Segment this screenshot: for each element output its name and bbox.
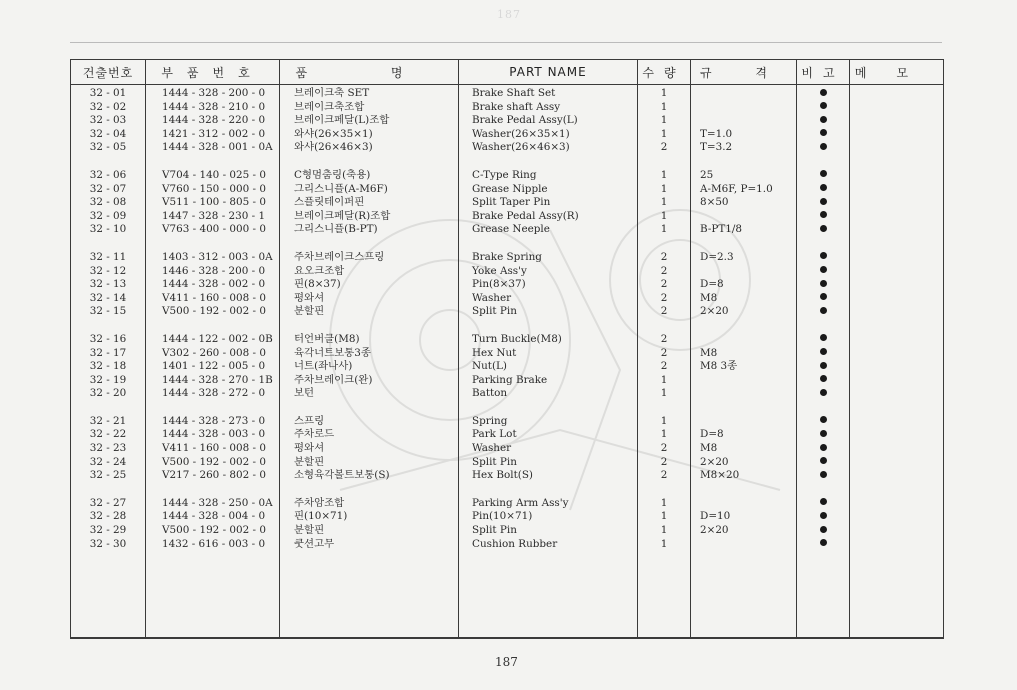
note-bullet: [797, 251, 849, 265]
group-spacer: [638, 155, 690, 169]
bullet-icon: [820, 89, 827, 96]
note-bullet: [797, 538, 849, 552]
note-bullet: [797, 415, 849, 429]
group-spacer: [280, 483, 458, 497]
note-bullet: [797, 387, 849, 401]
note-bullet: [797, 360, 849, 374]
cell-part-no: V217 - 260 - 802 - 0: [162, 469, 266, 482]
bullet-icon: [820, 444, 827, 451]
cell-spec: D=8: [700, 278, 724, 291]
cell-qty: 1: [660, 414, 668, 427]
table-body-row: [71, 85, 944, 639]
cell-part-no: V500 - 192 - 002 - 0: [162, 305, 266, 318]
cell-part-no: V511 - 100 - 805 - 0: [162, 196, 266, 209]
cell-name-kr: 요오크조합: [294, 264, 345, 277]
cell-spec: T=1.0: [700, 127, 733, 140]
group-spacer: [71, 237, 145, 251]
column-name-korean: [280, 85, 459, 639]
cell-part-name: Brake Pedal Assy(R): [472, 209, 579, 222]
cell-name-kr: 주차브레이크(완): [294, 373, 373, 386]
cell-no: 32 - 14: [89, 291, 127, 304]
cell-qty: 2: [660, 141, 668, 154]
cell-qty: 2: [660, 278, 668, 291]
group-spacer: [280, 237, 458, 251]
cell-name-kr: 그리스니플(B-PT): [294, 223, 378, 236]
cell-qty: 1: [660, 127, 668, 140]
cell-part-name: Hex Nut: [472, 346, 517, 359]
group-spacer: [71, 319, 145, 333]
cell-qty: 1: [660, 209, 668, 222]
bullet-icon: [820, 539, 827, 546]
column-number: [71, 85, 146, 639]
bullet-icon: [820, 430, 827, 437]
cell-part-no: 1444 - 328 - 220 - 0: [162, 114, 266, 127]
group-spacer: [146, 483, 279, 497]
cell-no: 32 - 28: [89, 510, 127, 523]
cell-no: 32 - 03: [89, 114, 127, 127]
bullet-icon: [820, 102, 827, 109]
cell-name-kr: 터언버클(M8): [294, 332, 360, 345]
cell-part-name: Parking Arm Ass'y: [472, 496, 569, 509]
note-bullet: [797, 305, 849, 319]
cell-part-no: V500 - 192 - 002 - 0: [162, 455, 266, 468]
bullet-icon: [820, 512, 827, 519]
cell-qty: 2: [660, 469, 668, 482]
cell-spec: 25: [700, 168, 714, 181]
note-bullet: [797, 128, 849, 142]
cell-spec: M8: [700, 291, 718, 304]
cell-spec: [691, 114, 796, 128]
cell-no: 32 - 23: [89, 442, 127, 455]
group-spacer: [691, 483, 796, 497]
group-spacer: [691, 319, 796, 333]
cell-name-kr: 쿳션고무: [294, 537, 335, 550]
cell-no: 32 - 29: [89, 524, 127, 537]
cell-spec: 2×20: [700, 305, 729, 318]
note-bullet: [797, 374, 849, 388]
cell-name-kr: 브레이크페달(L)조합: [294, 114, 390, 127]
cell-name-kr: 보턴: [294, 387, 315, 400]
note-bullet: [797, 196, 849, 210]
cell-spec: [691, 210, 796, 224]
cell-no: 32 - 12: [89, 264, 127, 277]
column-quantity: [638, 85, 691, 639]
cell-no: 32 - 27: [89, 496, 127, 509]
cell-qty: 1: [660, 537, 668, 550]
header-name-korean: 품 명: [280, 60, 459, 85]
group-spacer: [146, 155, 279, 169]
cell-qty: 1: [660, 496, 668, 509]
cell-qty: 1: [660, 182, 668, 195]
cell-name-kr: 분할핀: [294, 455, 325, 468]
cell-no: 32 - 09: [89, 209, 127, 222]
cell-part-no: 1444 - 328 - 250 - 0A: [162, 496, 273, 509]
cell-spec: [691, 415, 796, 429]
parts-table: [70, 59, 944, 639]
bullet-icon: [820, 198, 827, 205]
note-bullet: [797, 292, 849, 306]
bullet-icon: [820, 457, 827, 464]
cell-spec: 2×20: [700, 524, 729, 537]
cell-spec: [691, 387, 796, 401]
group-spacer: [797, 319, 849, 333]
cell-qty: 2: [660, 332, 668, 345]
header-part-name: PART NAME: [459, 60, 638, 85]
page-number: 187: [495, 655, 518, 669]
note-bullet: [797, 278, 849, 292]
cell-no: 32 - 02: [89, 100, 127, 113]
cell-part-name: Batton: [472, 387, 508, 400]
cell-qty: 1: [660, 373, 668, 386]
cell-part-no: V411 - 160 - 008 - 0: [162, 442, 266, 455]
cell-part-no: 1421 - 312 - 002 - 0: [162, 127, 266, 140]
cell-part-name: Washer: [472, 442, 512, 455]
cell-name-kr: 평와셔: [294, 442, 325, 455]
group-spacer: [638, 483, 690, 497]
group-spacer: [459, 401, 637, 415]
cell-part-no: 1444 - 328 - 200 - 0: [162, 87, 266, 99]
cell-spec: B-PT1/8: [700, 223, 742, 236]
cell-no: 32 - 07: [89, 182, 127, 195]
note-bullet: [797, 456, 849, 470]
cell-qty: 2: [660, 360, 668, 373]
note-bullet: [797, 101, 849, 115]
header-quantity: 수량: [638, 60, 691, 85]
ghost-page-number: 187: [497, 8, 521, 21]
cell-spec: M8: [700, 346, 718, 359]
note-bullet: [797, 183, 849, 197]
group-spacer: [71, 155, 145, 169]
cell-part-no: 1447 - 328 - 230 - 1: [162, 209, 266, 222]
cell-part-name: Pin(8×37): [472, 278, 526, 291]
group-spacer: [459, 237, 637, 251]
cell-spec: M8: [700, 442, 718, 455]
cell-no: 32 - 25: [89, 469, 127, 482]
note-bullet: [797, 141, 849, 155]
cell-part-no: V302 - 260 - 008 - 0: [162, 346, 266, 359]
column-memo: [850, 85, 944, 639]
cell-part-no: V763 - 400 - 000 - 0: [162, 223, 266, 236]
note-bullet: [797, 223, 849, 237]
group-spacer: [691, 155, 796, 169]
cell-part-name: Grease Neeple: [472, 223, 550, 236]
group-spacer: [71, 401, 145, 415]
cell-spec: [691, 265, 796, 279]
cell-spec: 8×50: [700, 196, 729, 209]
note-bullet: [797, 497, 849, 511]
note-bullet: [797, 442, 849, 456]
cell-spec: [691, 333, 796, 347]
bullet-icon: [820, 362, 827, 369]
cell-qty: 2: [660, 291, 668, 304]
group-spacer: [797, 401, 849, 415]
cell-spec: [691, 374, 796, 388]
cell-qty: 1: [660, 387, 668, 400]
cell-no: 32 - 30: [89, 537, 127, 550]
cell-name-kr: 육각너트보통3종: [294, 346, 371, 359]
note-bullet: [797, 428, 849, 442]
cell-part-name: Parking Brake: [472, 373, 548, 386]
header-memo: 메모: [850, 60, 944, 85]
bullet-icon: [820, 375, 827, 382]
cell-name-kr: 소형육각볼트보통(S): [294, 469, 390, 482]
cell-part-name: Spring: [472, 414, 508, 427]
cell-name-kr: 와샤(26×35×1): [294, 127, 373, 140]
bullet-icon: [820, 416, 827, 423]
header-number: 건출번호: [71, 60, 146, 85]
cell-no: 32 - 13: [89, 278, 127, 291]
bullet-icon: [820, 526, 827, 533]
table-header-row: [71, 60, 944, 85]
cell-spec: [691, 101, 796, 115]
cell-qty: 2: [660, 442, 668, 455]
cell-qty: 2: [660, 305, 668, 318]
cell-part-name: Turn Buckle(M8): [472, 332, 562, 345]
bullet-icon: [820, 143, 827, 150]
bullet-icon: [820, 471, 827, 478]
cell-part-name: Park Lot: [472, 428, 517, 441]
group-spacer: [638, 237, 690, 251]
cell-name-kr: 핀(8×37): [294, 278, 341, 291]
cell-name-kr: 분할핀: [294, 524, 325, 537]
cell-part-name: Split Taper Pin: [472, 196, 551, 209]
cell-name-kr: 너트(좌나사): [294, 360, 353, 373]
cell-spec: [691, 497, 796, 511]
group-spacer: [280, 319, 458, 333]
cell-name-kr: 분할핀: [294, 305, 325, 318]
cell-qty: 1: [660, 428, 668, 441]
cell-part-name: Hex Bolt(S): [472, 469, 533, 482]
cell-part-name: Split Pin: [472, 455, 517, 468]
cell-qty: 2: [660, 346, 668, 359]
cell-qty: 1: [660, 223, 668, 236]
bullet-icon: [820, 225, 827, 232]
cell-part-name: Nut(L): [472, 360, 507, 373]
cell-spec: M8×20: [700, 469, 740, 482]
header-spec: 규 격: [691, 60, 797, 85]
cell-spec: A-M6F, P=1.0: [700, 182, 773, 195]
cell-spec: 2×20: [700, 455, 729, 468]
group-spacer: [146, 237, 279, 251]
cell-no: 32 - 11: [89, 250, 127, 263]
cell-no: 32 - 06: [89, 168, 127, 181]
cell-qty: 1: [660, 524, 668, 537]
note-bullet: [797, 169, 849, 183]
note-bullet: [797, 265, 849, 279]
cell-qty: 1: [660, 510, 668, 523]
group-spacer: [146, 401, 279, 415]
cell-name-kr: 핀(10×71): [294, 510, 348, 523]
bullet-icon: [820, 211, 827, 218]
cell-part-no: 1446 - 328 - 200 - 0: [162, 264, 266, 277]
note-bullet: [797, 210, 849, 224]
note-bullet: [797, 469, 849, 483]
cell-part-no: 1444 - 328 - 210 - 0: [162, 100, 266, 113]
cell-no: 32 - 22: [89, 428, 127, 441]
cell-qty: 1: [660, 87, 668, 99]
bottom-rule: [70, 637, 943, 638]
cell-part-no: 1444 - 328 - 273 - 0: [162, 414, 266, 427]
note-bullet: [797, 347, 849, 361]
cell-part-no: 1444 - 328 - 002 - 0: [162, 278, 266, 291]
cell-part-no: V500 - 192 - 002 - 0: [162, 524, 266, 537]
group-spacer: [691, 237, 796, 251]
cell-no: 32 - 19: [89, 373, 127, 386]
cell-part-name: Brake shaft Assy: [472, 100, 561, 113]
cell-name-kr: 스프링: [294, 414, 325, 427]
cell-no: 32 - 24: [89, 455, 127, 468]
group-spacer: [638, 319, 690, 333]
column-part-name: [459, 85, 638, 639]
cell-part-no: V760 - 150 - 000 - 0: [162, 182, 266, 195]
cell-no: 32 - 18: [89, 360, 127, 373]
cell-no: 32 - 16: [89, 332, 127, 345]
cell-spec: D=8: [700, 428, 724, 441]
cell-no: 32 - 15: [89, 305, 127, 318]
group-spacer: [280, 155, 458, 169]
cell-spec: [691, 538, 796, 552]
cell-part-name: Washer(26×46×3): [472, 141, 570, 154]
cell-name-kr: 주차암조합: [294, 496, 345, 509]
bullet-icon: [820, 116, 827, 123]
group-spacer: [146, 319, 279, 333]
cell-part-no: 1444 - 328 - 003 - 0: [162, 428, 266, 441]
cell-part-no: V704 - 140 - 025 - 0: [162, 168, 266, 181]
cell-part-no: 1401 - 122 - 005 - 0: [162, 360, 266, 373]
cell-spec: D=10: [700, 510, 731, 523]
cell-part-name: Split Pin: [472, 305, 517, 318]
note-bullet: [797, 333, 849, 347]
column-note: [797, 85, 850, 639]
bullet-icon: [820, 293, 827, 300]
group-spacer: [638, 401, 690, 415]
cell-spec: D=2.3: [700, 250, 734, 263]
cell-no: 32 - 04: [89, 127, 127, 140]
cell-part-name: Yoke Ass'y: [472, 264, 527, 277]
cell-qty: 2: [660, 455, 668, 468]
cell-name-kr: 브레이크페달(R)조합: [294, 209, 391, 222]
bullet-icon: [820, 498, 827, 505]
cell-part-name: Split Pin: [472, 524, 517, 537]
cell-part-name: Brake Spring: [472, 250, 542, 263]
group-spacer: [797, 155, 849, 169]
cell-part-no: 1432 - 616 - 003 - 0: [162, 537, 266, 550]
column-part-number: [146, 85, 280, 639]
cell-part-no: V411 - 160 - 008 - 0: [162, 291, 266, 304]
cell-no: 32 - 08: [89, 196, 127, 209]
cell-name-kr: 그리스니플(A-M6F): [294, 182, 388, 195]
cell-name-kr: 스플릿테이퍼핀: [294, 196, 365, 209]
cell-qty: 2: [660, 250, 668, 263]
cell-name-kr: 브레이크축 SET: [294, 87, 370, 99]
cell-no: 32 - 20: [89, 387, 127, 400]
cell-qty: 1: [660, 168, 668, 181]
group-spacer: [691, 401, 796, 415]
cell-no: 32 - 21: [89, 414, 127, 427]
group-spacer: [71, 483, 145, 497]
note-bullet: [797, 510, 849, 524]
cell-part-name: C-Type Ring: [472, 168, 537, 181]
cell-qty: 1: [660, 196, 668, 209]
note-bullet: [797, 87, 849, 101]
cell-qty: 1: [660, 100, 668, 113]
group-spacer: [459, 483, 637, 497]
bullet-icon: [820, 129, 827, 136]
cell-part-no: 1403 - 312 - 003 - 0A: [162, 250, 273, 263]
cell-part-no: 1444 - 328 - 272 - 0: [162, 387, 266, 400]
bullet-icon: [820, 348, 827, 355]
group-spacer: [459, 155, 637, 169]
cell-qty: 2: [660, 264, 668, 277]
cell-part-no: 1444 - 328 - 270 - 1B: [162, 373, 273, 386]
group-spacer: [459, 319, 637, 333]
cell-part-no: 1444 - 328 - 001 - 0A: [162, 141, 273, 154]
cell-part-name: Pin(10×71): [472, 510, 533, 523]
cell-name-kr: 주차로드: [294, 428, 335, 441]
cell-part-name: Cushion Rubber: [472, 537, 558, 550]
cell-name-kr: 브레이크축조합: [294, 100, 365, 113]
top-rule: [70, 42, 942, 43]
group-spacer: [280, 401, 458, 415]
note-bullet: [797, 114, 849, 128]
bullet-icon: [820, 280, 827, 287]
cell-part-no: 1444 - 328 - 004 - 0: [162, 510, 266, 523]
cell-name-kr: 와샤(26×46×3): [294, 141, 373, 154]
cell-name-kr: C형멈춤링(축용): [294, 168, 371, 181]
bullet-icon: [820, 334, 827, 341]
group-spacer: [797, 237, 849, 251]
cell-qty: 1: [660, 114, 668, 127]
bullet-icon: [820, 389, 827, 396]
cell-name-kr: 주차브레이크스프링: [294, 250, 385, 263]
bullet-icon: [820, 266, 827, 273]
cell-no: 32 - 10: [89, 223, 127, 236]
cell-part-name: Brake Pedal Assy(L): [472, 114, 578, 127]
cell-part-no: 1444 - 122 - 002 - 0B: [162, 332, 273, 345]
bullet-icon: [820, 252, 827, 259]
cell-no: 32 - 01: [89, 87, 127, 99]
bullet-icon: [820, 307, 827, 314]
cell-no: 32 - 17: [89, 346, 127, 359]
cell-part-name: Brake Shaft Set: [472, 87, 556, 99]
cell-spec: T=3.2: [700, 141, 733, 154]
cell-spec: M8 3종: [700, 360, 738, 373]
cell-part-name: Grease Nipple: [472, 182, 548, 195]
group-spacer: [797, 483, 849, 497]
header-part-number: 부품번호: [146, 60, 280, 85]
cell-spec: [691, 87, 796, 101]
bullet-icon: [820, 170, 827, 177]
cell-no: 32 - 05: [89, 141, 127, 154]
cell-part-name: Washer: [472, 291, 512, 304]
column-spec: [691, 85, 797, 639]
cell-part-name: Washer(26×35×1): [472, 127, 570, 140]
cell-name-kr: 평와셔: [294, 291, 325, 304]
header-note: 비고: [797, 60, 850, 85]
note-bullet: [797, 524, 849, 538]
bullet-icon: [820, 184, 827, 191]
